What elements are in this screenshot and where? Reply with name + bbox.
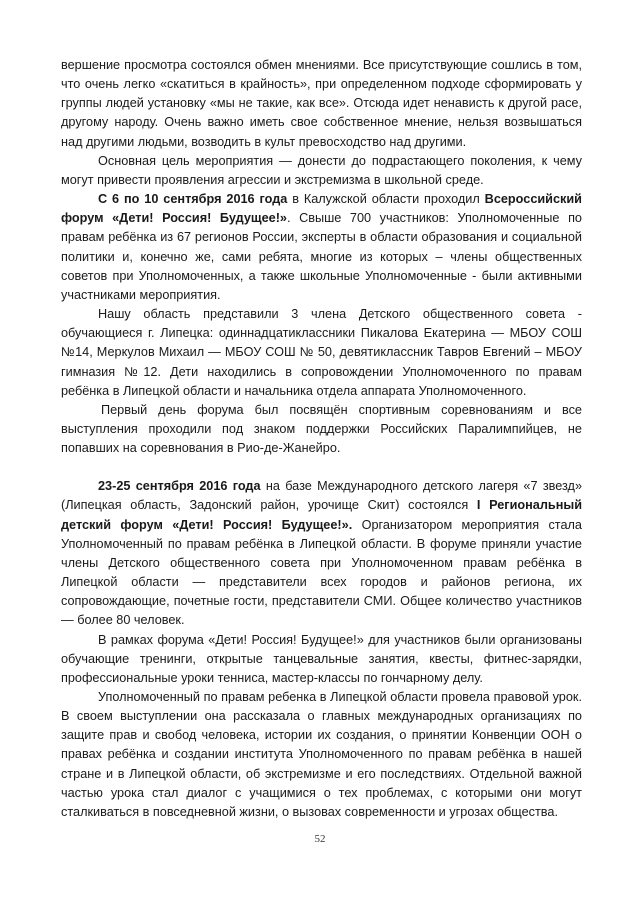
page-number: 52	[314, 833, 326, 845]
text-run: Организатором мероприятия стала Уполномоченный по правам ребёнка в Липецкой области. В форуме приняли участие члены Детского общественного совета при Уполномоченном правам ребёнка в Липецкой области — представители всех городов и районов региона, их сопровождающие, почетные гости, представители СМИ. Общее количество участников — более 80 человек.	[61, 517, 582, 628]
paragraph-legal-lesson	[61, 688, 582, 822]
paragraph-continuation	[61, 56, 582, 152]
bold-text: I Региональный детский форум «Дети! Россия! Будущее!».	[61, 498, 583, 532]
bold-text: С 6 по 10 сентября 2016 года	[98, 192, 288, 207]
bold-text: 23-25 сентября 2016 года	[98, 479, 261, 494]
bold-text: Всероссийский форум «Дети! Россия! Будущее!»	[61, 192, 582, 226]
paragraph-delegation	[61, 305, 582, 401]
text-run: Уполномоченный по правам ребенка в Липецкой области провела правовой урок. В своем выступлении она рассказала о главных международных организациях по защите прав и свобод человека, истории их создания, о принятии Конвенции ООН о правах ребёнка и создании института Уполномоченного по правам ребёнка в нашей стране и в Липецкой области, об экстремизме и его последствиях. Отдельной важной частью урока стал диалог с учащимися о тех проблемах, с которыми они могут сталкиваться в повседневной жизни, о вызовах современности и угрозах общества.	[61, 690, 582, 819]
text-run: Основная цель мероприятия — донести до подрастающего поколения, к чему могут привести проявления агрессии и экстремизма в школьной среде.	[61, 153, 582, 187]
paragraph-goal	[61, 152, 582, 190]
paragraph-all-russian-forum	[61, 190, 582, 305]
body-text	[61, 56, 582, 822]
text-run: В рамках форума «Дети! Россия! Будущее!» для участников были организованы обучающие тренинги, открытые танцевальные занятия, квесты, фитнес-зарядки, профессиональные уроки тенниса, мастер-классы по гончарному делу.	[61, 632, 582, 685]
paragraph-regional-forum	[61, 477, 582, 630]
paragraph-activities	[61, 631, 582, 688]
text-run: вершение просмотра состоялся обмен мнениями. Все присутствующие сошлись в том, что очень легко «скатиться в крайность», при определенном подходе сформировать у группы людей установку «мы не такие, как все». Отсюда идет ненависть к другой расе, другому народу. Очень важно иметь свое собственное мнение, нельзя возвышаться над другими людьми, возводить в культ превосходство над другими.	[61, 58, 582, 149]
text-run: Нашу область представили 3 члена Детского общественного совета - обучающиеся г. Липецка: одиннадцатиклассники Пикалова Екатерина — МБОУ СОШ №14, Меркулов Михаил — МБОУ СОШ № 50, девятиклассник Тавров Евгений – МБОУ гимназия №12. Дети находились в сопровождении Уполномоченного по правам ребёнка в Липецкой области и начальника отдела аппарата Уполномоченного.	[61, 307, 582, 398]
text-run: . Свыше 700 участников: Уполномоченные по правам ребёнка из 67 регионов России, эксперты в области образования и социальной политики и, конечно же, сами ребята, многие из которых – члены общественных советов при Уполномоченных, а также школьные Уполномоченные - были активными участниками мероприятия.	[61, 211, 582, 302]
paragraph-first-day	[61, 401, 582, 458]
text-run: Первый день форума был посвящён спортивным соревнованиям и все выступления проходили под знаком поддержки Российских Паралимпийцев, не попавших на соревнования в Рио-де-Жанейро.	[61, 402, 582, 456]
text-run: на базе Международного детского лагеря «7 звезд» (Липецкая область, Задонский район, урочище Скит) состоялся	[61, 479, 583, 513]
text-run: в Калужской области проходил	[287, 192, 485, 207]
